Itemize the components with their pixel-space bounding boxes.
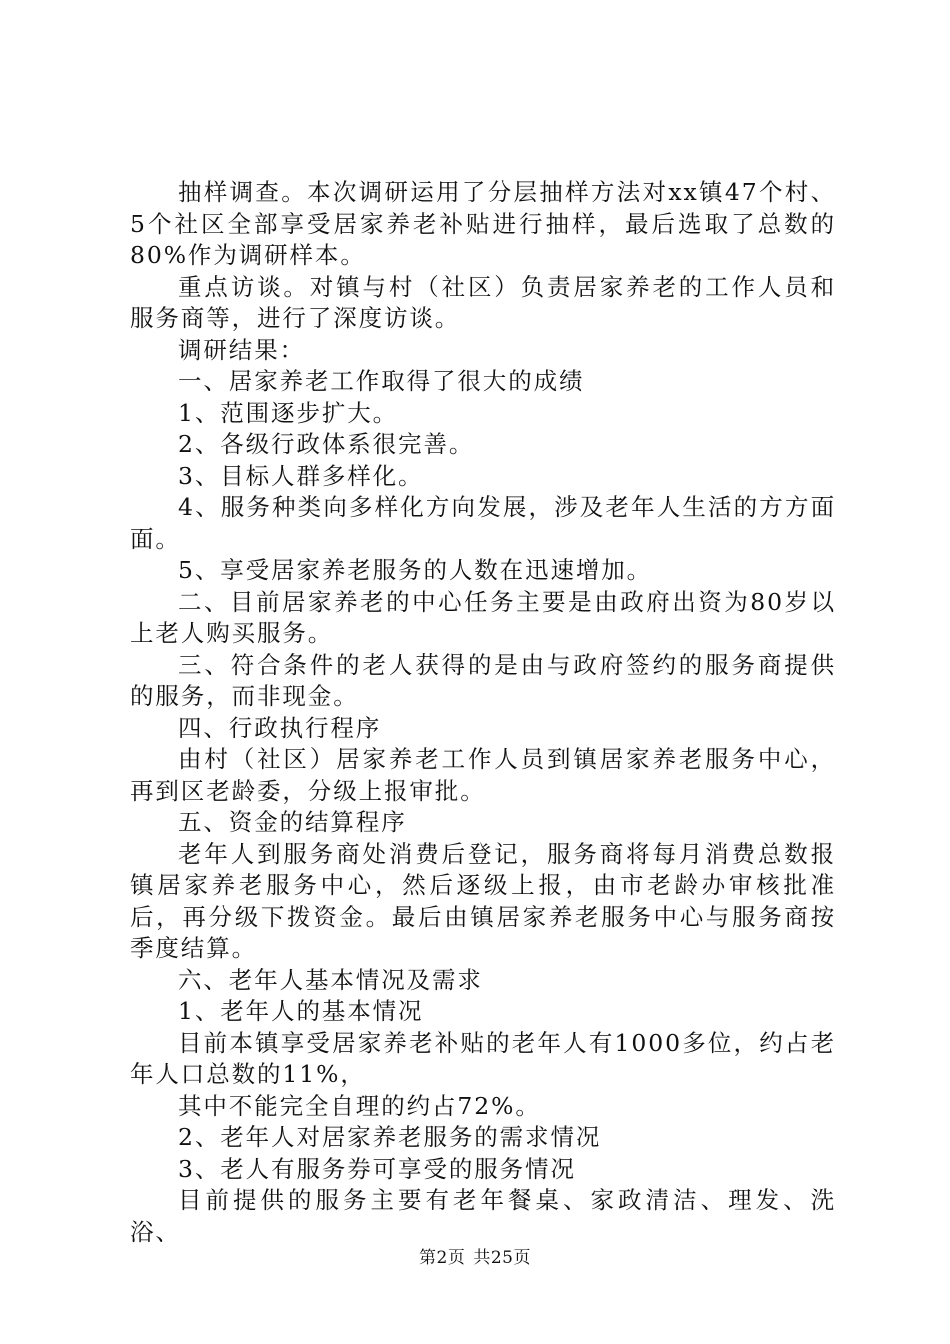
section-heading: 三、符合条件的老人获得的是由与政府签约的服务商提供的服务，而非现金。: [130, 650, 836, 710]
paragraph: 由村（社区）居家养老工作人员到镇居家养老服务中心，再到区老龄委，分级上报审批。: [130, 745, 836, 805]
paragraph: 目前提供的服务主要有老年餐桌、家政清洁、理发、洗浴、: [130, 1186, 836, 1246]
list-item: 1、老年人的基本情况: [178, 997, 424, 1025]
paragraph: 重点访谈。对镇与村（社区）负责居家养老的工作人员和服务商等，进行了深度访谈。: [130, 272, 836, 332]
paragraph: 老年人到服务商处消费后登记，服务商将每月消费总数报镇居家养老服务中心，然后逐级上报，由市老龄办审核批准后，再分级下拨资金。最后由镇居家养老服务中心与服务商按季度结算。: [130, 839, 836, 962]
section-heading: 五、资金的结算程序: [178, 808, 407, 836]
list-item: 2、各级行政体系很完善。: [178, 430, 475, 458]
page-total: 共25页: [473, 1248, 531, 1268]
page-number: 第2页: [419, 1248, 466, 1268]
list-item: 5、享受居家养老服务的人数在迅速增加。: [178, 556, 653, 584]
list-item: 2、老年人对居家养老服务的需求情况: [178, 1123, 602, 1151]
section-heading: 四、行政执行程序: [178, 713, 382, 742]
paragraph: 其中不能完全自理的约占72%。: [178, 1091, 541, 1120]
paragraph: 调研结果：: [178, 335, 305, 364]
list-item: 3、老人有服务券可享受的服务情况: [178, 1154, 576, 1183]
document-body: [130, 177, 836, 1248]
section-heading: 一、居家养老工作取得了很大的成绩: [178, 367, 585, 395]
list-item: 4、服务种类向多样化方向发展，涉及老年人生活的方方面面。: [130, 493, 836, 553]
paragraph: 目前本镇享受居家养老补贴的老年人有1000多位，约占老年人口总数的11%，: [130, 1028, 836, 1088]
list-item: 3、目标人群多样化。: [178, 461, 424, 490]
paragraph: 抽样调查。本次调研运用了分层抽样方法对xx镇47个村、5个社区全部享受居家养老补贴进行抽样，最后选取了总数的80%作为调研样本。: [130, 178, 836, 269]
page-footer: [0, 1243, 950, 1268]
list-item: 1、范围逐步扩大。: [178, 398, 399, 427]
section-heading: 二、目前居家养老的中心任务主要是由政府出资为80岁以上老人购买服务。: [130, 587, 836, 647]
section-heading: 六、老年人基本情况及需求: [178, 965, 483, 994]
